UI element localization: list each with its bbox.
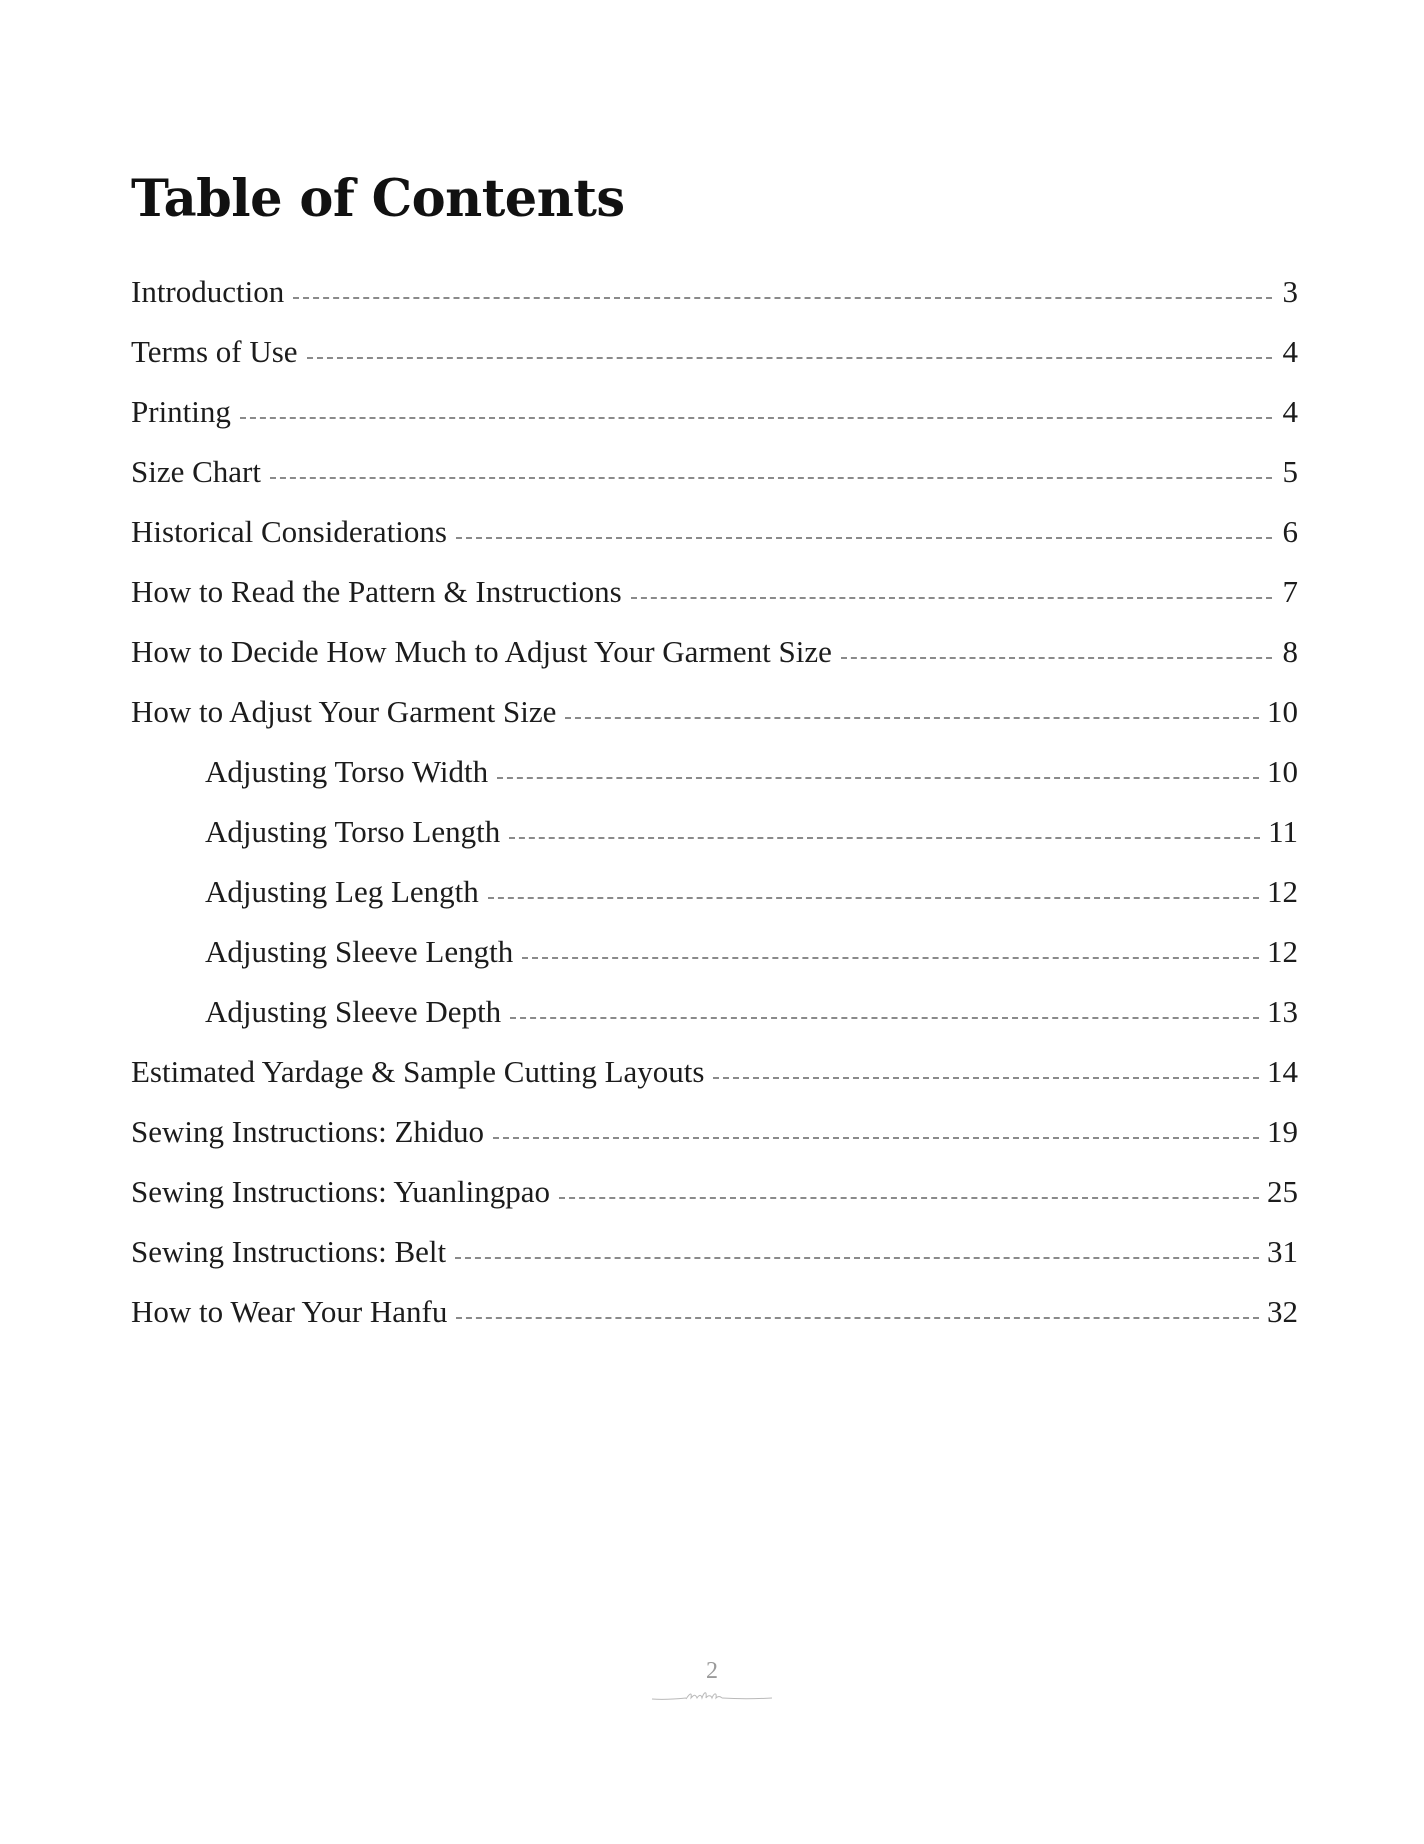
dotted-leader	[293, 297, 1272, 299]
toc-entry[interactable]	[131, 1292, 1298, 1352]
toc-entry[interactable]	[131, 1112, 1298, 1172]
toc-subentry[interactable]	[131, 752, 1298, 812]
dotted-leader	[240, 417, 1272, 419]
toc-entry-page: 12	[1267, 874, 1298, 909]
toc-entry-label: Historical Considerations	[131, 514, 447, 549]
dotted-leader	[488, 897, 1259, 899]
dotted-leader	[565, 717, 1259, 719]
toc-entry-page: 7	[1282, 574, 1298, 609]
toc-entry-label: Terms of Use	[131, 334, 298, 369]
toc-entry-page: 12	[1267, 934, 1298, 969]
dotted-leader	[455, 1257, 1259, 1259]
page-title: Table of Contents	[131, 169, 625, 229]
page-number: 2	[706, 1658, 718, 1684]
toc-entry-page: 11	[1268, 814, 1298, 849]
toc-entry[interactable]	[131, 272, 1298, 332]
dotted-leader	[631, 597, 1272, 599]
dotted-leader	[270, 477, 1272, 479]
toc-subentry[interactable]	[131, 992, 1298, 1052]
toc-entry[interactable]	[131, 332, 1298, 392]
toc-subentry[interactable]	[131, 872, 1298, 932]
dotted-leader	[493, 1137, 1259, 1139]
toc-entry-page: 14	[1267, 1054, 1298, 1089]
dotted-leader	[713, 1077, 1259, 1079]
toc-entry-page: 13	[1267, 994, 1298, 1029]
toc-list	[131, 272, 1298, 1352]
toc-entry-label: Size Chart	[131, 454, 261, 489]
toc-entry-label: Adjusting Torso Length	[205, 814, 501, 849]
toc-entry-label: Printing	[131, 394, 231, 429]
toc-entry[interactable]	[131, 452, 1298, 512]
toc-entry-page: 4	[1282, 334, 1298, 369]
toc-entry-page: 4	[1282, 394, 1298, 429]
toc-entry[interactable]	[131, 1172, 1298, 1232]
toc-entry-label: Adjusting Leg Length	[205, 874, 479, 909]
toc-entry-label: How to Wear Your Hanfu	[131, 1294, 448, 1329]
dotted-leader	[559, 1197, 1259, 1199]
toc-entry-label: Adjusting Sleeve Length	[205, 934, 514, 969]
dotted-leader	[510, 1017, 1259, 1019]
toc-entry-label: Sewing Instructions: Belt	[131, 1234, 447, 1269]
toc-entry-page: 31	[1267, 1234, 1298, 1269]
toc-entry-page: 25	[1267, 1174, 1298, 1209]
page-footer	[0, 1658, 1424, 1705]
toc-entry-label: Estimated Yardage & Sample Cutting Layouts	[131, 1054, 705, 1089]
toc-entry-page: 10	[1267, 694, 1298, 729]
signature-icon	[650, 1687, 774, 1705]
dotted-leader	[307, 357, 1272, 359]
toc-entry-label: Adjusting Torso Width	[205, 754, 489, 789]
toc-entry-page: 8	[1282, 634, 1298, 669]
dotted-leader	[497, 777, 1259, 779]
toc-entry[interactable]	[131, 1232, 1298, 1292]
toc-entry-label: Adjusting Sleeve Depth	[205, 994, 502, 1029]
toc-entry-label: Sewing Instructions: Zhiduo	[131, 1114, 485, 1149]
toc-entry-page: 19	[1267, 1114, 1298, 1149]
toc-entry[interactable]	[131, 512, 1298, 572]
toc-entry-label: How to Read the Pattern & Instructions	[131, 574, 622, 609]
toc-entry-page: 10	[1267, 754, 1298, 789]
dotted-leader	[456, 1317, 1259, 1319]
toc-subentry[interactable]	[131, 932, 1298, 992]
toc-entry-label: How to Decide How Much to Adjust Your Garment Size	[131, 634, 832, 669]
toc-entry-label: Introduction	[131, 274, 285, 309]
toc-entry-page: 32	[1267, 1294, 1298, 1329]
toc-subentry[interactable]	[131, 812, 1298, 872]
dotted-leader	[841, 657, 1272, 659]
toc-entry[interactable]	[131, 1052, 1298, 1112]
toc-entry[interactable]	[131, 572, 1298, 632]
toc-entry[interactable]	[131, 632, 1298, 692]
dotted-leader	[456, 537, 1272, 539]
toc-entry-label: How to Adjust Your Garment Size	[131, 694, 557, 729]
dotted-leader	[509, 837, 1260, 839]
toc-entry-label: Sewing Instructions: Yuanlingpao	[131, 1174, 551, 1209]
toc-entry-page: 5	[1282, 454, 1298, 489]
toc-entry[interactable]	[131, 692, 1298, 752]
dotted-leader	[522, 957, 1259, 959]
toc-entry-page: 6	[1282, 514, 1298, 549]
toc-entry[interactable]	[131, 392, 1298, 452]
toc-entry-page: 3	[1282, 274, 1298, 309]
